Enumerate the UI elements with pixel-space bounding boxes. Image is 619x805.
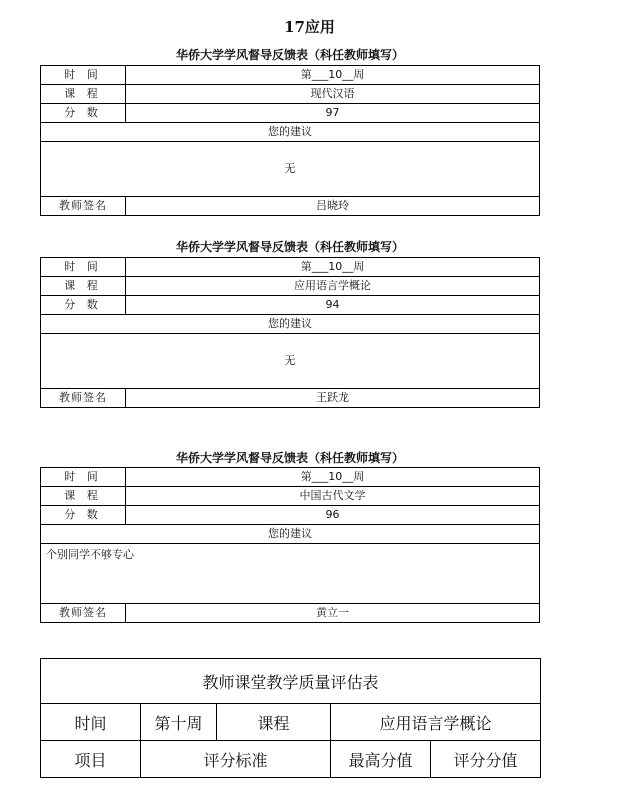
score-value: 96 [126, 506, 540, 525]
eval-criteria-header: 评分标准 [141, 741, 331, 778]
eval-time-value: 第十周 [141, 704, 217, 741]
course-label: 课 程 [41, 85, 126, 104]
eval-item-header: 项目 [41, 741, 141, 778]
time-value: 第___10__周 [126, 66, 540, 85]
suggestion-header: 您的建议 [41, 123, 540, 142]
time-value: 第___10__周 [126, 468, 540, 487]
suggestion-header: 您的建议 [41, 525, 540, 544]
score-label: 分 数 [41, 506, 126, 525]
score-label: 分 数 [41, 296, 126, 315]
time-label: 时 间 [41, 468, 126, 487]
signature-label: 教师签名 [41, 604, 126, 623]
feedback-form-title: 华侨大学学风督导反馈表（科任教师填写） [175, 240, 404, 254]
score-value: 97 [126, 104, 540, 123]
suggestion-header: 您的建议 [41, 315, 540, 334]
eval-max-header: 最高分值 [331, 741, 431, 778]
eval-time-label: 时间 [41, 704, 141, 741]
page-title: 17应用 [284, 18, 335, 36]
feedback-form-title: 华侨大学学风督导反馈表（科任教师填写） [175, 451, 404, 465]
signature-value: 王跃龙 [126, 389, 540, 408]
signature-label: 教师签名 [41, 389, 126, 408]
course-value: 应用语言学概论 [126, 277, 540, 296]
suggestion-value: 无 [41, 142, 540, 197]
feedback-form-title: 华侨大学学风督导反馈表（科任教师填写） [175, 48, 404, 62]
course-label: 课 程 [41, 277, 126, 296]
signature-value: 吕晓玲 [126, 197, 540, 216]
course-label: 课 程 [41, 487, 126, 506]
eval-course-value: 应用语言学概论 [331, 704, 541, 741]
time-label: 时 间 [41, 258, 126, 277]
feedback-form-1 [40, 65, 540, 216]
course-value: 中国古代文学 [126, 487, 540, 506]
feedback-form-2 [40, 257, 540, 408]
evaluation-table [40, 658, 541, 778]
suggestion-value: 无 [41, 334, 540, 389]
time-label: 时 间 [41, 66, 126, 85]
eval-course-label: 课程 [217, 704, 331, 741]
suggestion-value: 个别同学不够专心 [41, 544, 540, 604]
time-value: 第___10__周 [126, 258, 540, 277]
eval-score-header: 评分分值 [431, 741, 541, 778]
course-value: 现代汉语 [126, 85, 540, 104]
signature-value: 黄立一 [126, 604, 540, 623]
score-value: 94 [126, 296, 540, 315]
feedback-form-3 [40, 467, 540, 623]
signature-label: 教师签名 [41, 197, 126, 216]
score-label: 分 数 [41, 104, 126, 123]
evaluation-title: 教师课堂教学质量评估表 [41, 659, 541, 704]
